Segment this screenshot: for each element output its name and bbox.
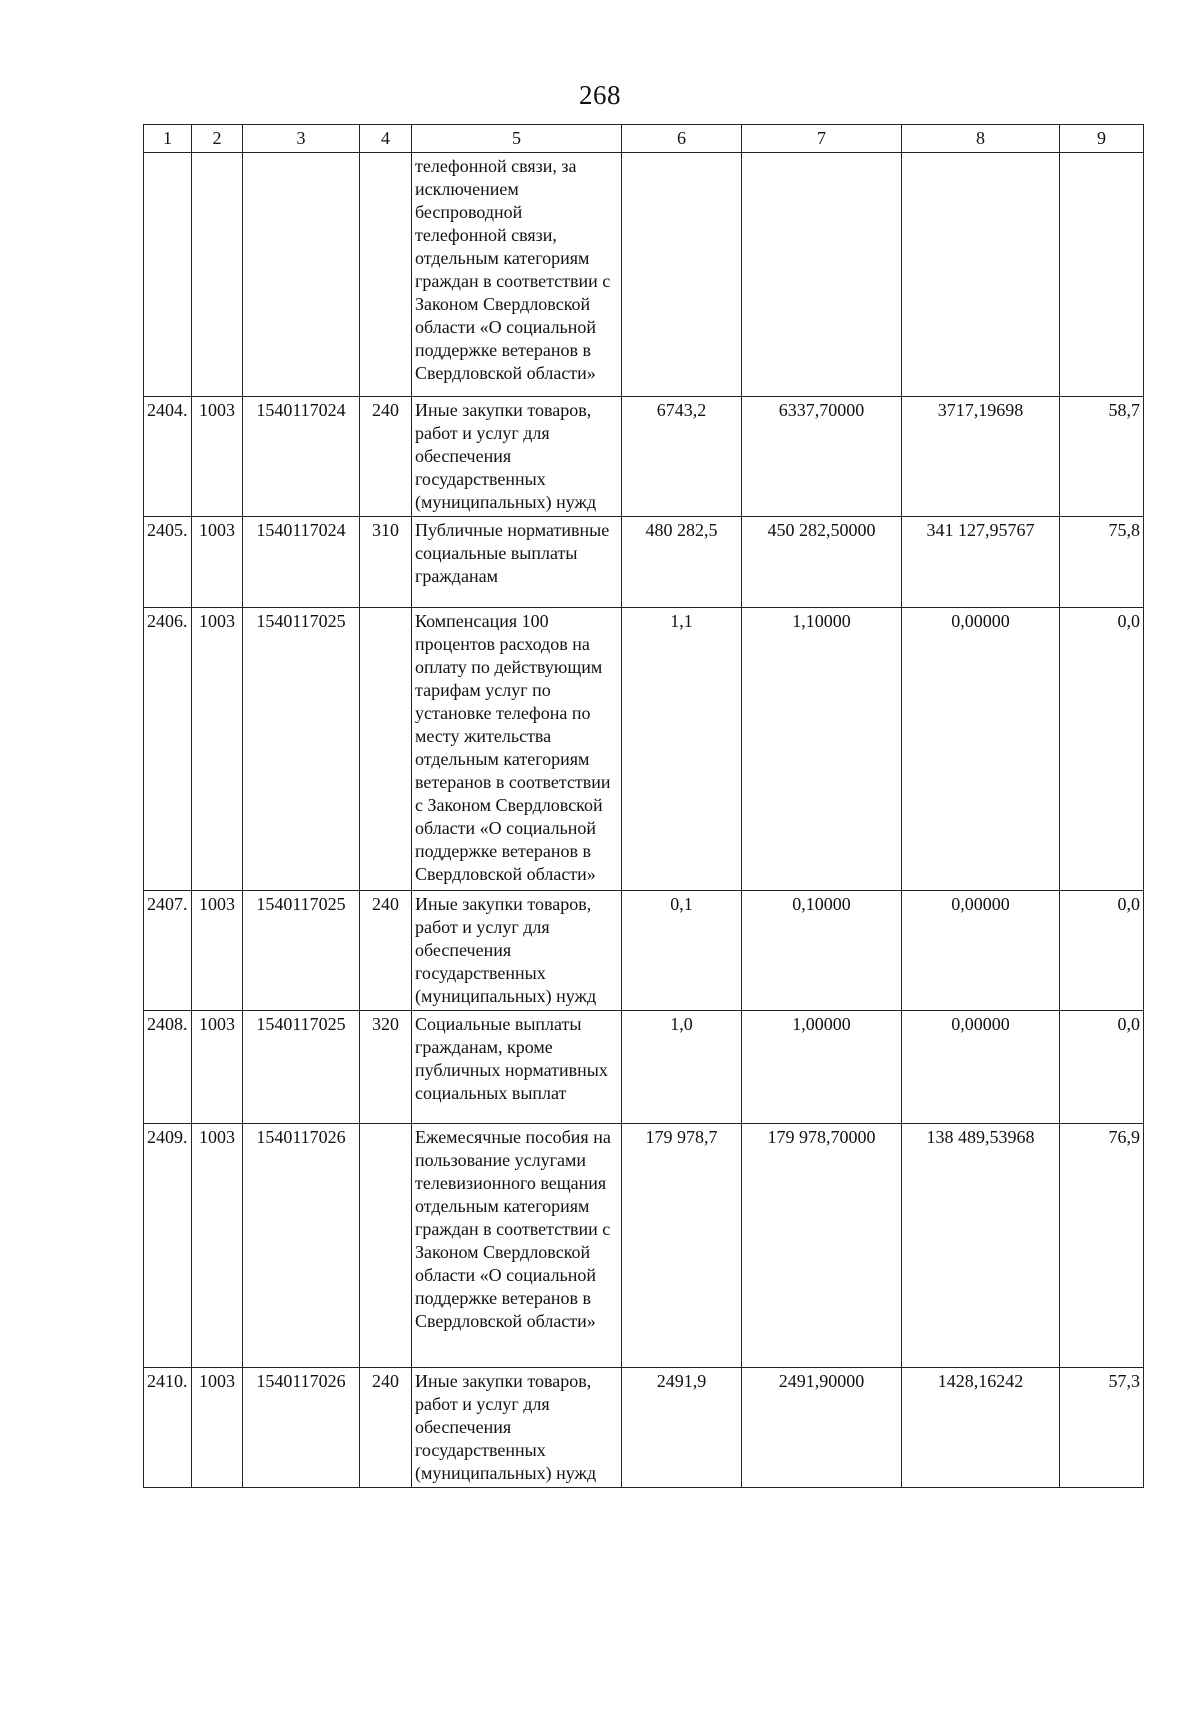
column-header: 5 <box>412 125 622 153</box>
column-header: 9 <box>1060 125 1144 153</box>
section-code: 1003 <box>192 517 243 608</box>
item-name: телефонной связи, за исключением беспроводной телефонной связи, отдельным категориям граждан в соответствии с Законом Свердловской области «О социальной поддержке ветеранов в Свердловской области» <box>412 153 622 397</box>
approved-amount: 2491,9 <box>622 1368 742 1488</box>
target-article-code: 1540117025 <box>243 1011 360 1124</box>
execution-percent <box>1060 153 1144 397</box>
target-article-code <box>243 153 360 397</box>
item-name: Социальные выплаты гражданам, кроме публичных нормативных социальных выплат <box>412 1011 622 1124</box>
execution-percent: 57,3 <box>1060 1368 1144 1488</box>
column-header: 4 <box>360 125 412 153</box>
execution-percent: 75,8 <box>1060 517 1144 608</box>
table-row <box>144 1011 1144 1124</box>
section-code: 1003 <box>192 397 243 517</box>
row-number: 2405. <box>144 517 192 608</box>
table-row <box>144 608 1144 891</box>
column-header: 7 <box>742 125 902 153</box>
executed-amount: 0,00000 <box>902 608 1060 891</box>
execution-percent: 0,0 <box>1060 608 1144 891</box>
approved-amount: 1,1 <box>622 608 742 891</box>
expense-type-code: 310 <box>360 517 412 608</box>
target-article-code: 1540117025 <box>243 891 360 1011</box>
executed-amount: 3717,19698 <box>902 397 1060 517</box>
budget-table <box>143 124 1144 1488</box>
column-header: 2 <box>192 125 243 153</box>
execution-percent: 76,9 <box>1060 1124 1144 1368</box>
expense-type-code <box>360 153 412 397</box>
item-name: Иные закупки товаров, работ и услуг для обеспечения государственных (муниципальных) нужд <box>412 397 622 517</box>
section-code: 1003 <box>192 608 243 891</box>
expense-type-code: 240 <box>360 891 412 1011</box>
section-code <box>192 153 243 397</box>
executed-amount: 341 127,95767 <box>902 517 1060 608</box>
table-row <box>144 517 1144 608</box>
column-header: 3 <box>243 125 360 153</box>
executed-amount <box>902 153 1060 397</box>
row-number: 2408. <box>144 1011 192 1124</box>
table-row <box>144 397 1144 517</box>
item-name: Иные закупки товаров, работ и услуг для обеспечения государственных (муниципальных) нужд <box>412 1368 622 1488</box>
row-number: 2407. <box>144 891 192 1011</box>
expense-type-code: 240 <box>360 1368 412 1488</box>
approved-amount: 179 978,7 <box>622 1124 742 1368</box>
approved-amount: 0,1 <box>622 891 742 1011</box>
refined-amount: 6337,70000 <box>742 397 902 517</box>
execution-percent: 0,0 <box>1060 891 1144 1011</box>
approved-amount: 6743,2 <box>622 397 742 517</box>
executed-amount: 138 489,53968 <box>902 1124 1060 1368</box>
table-row <box>144 153 1144 397</box>
approved-amount <box>622 153 742 397</box>
table-row <box>144 891 1144 1011</box>
expense-type-code: 320 <box>360 1011 412 1124</box>
item-name: Ежемесячные пособия на пользование услугами телевизионного вещания отдельным категориям граждан в соответствии с Законом Свердловской области «О социальной поддержке ветеранов в Свердловской области» <box>412 1124 622 1368</box>
table-row <box>144 1124 1144 1368</box>
section-code: 1003 <box>192 1124 243 1368</box>
header-row <box>144 125 1144 153</box>
execution-percent: 58,7 <box>1060 397 1144 517</box>
table-row <box>144 1368 1144 1488</box>
row-number <box>144 153 192 397</box>
row-number: 2409. <box>144 1124 192 1368</box>
refined-amount: 1,10000 <box>742 608 902 891</box>
refined-amount: 2491,90000 <box>742 1368 902 1488</box>
refined-amount: 450 282,50000 <box>742 517 902 608</box>
executed-amount: 0,00000 <box>902 891 1060 1011</box>
item-name: Иные закупки товаров, работ и услуг для обеспечения государственных (муниципальных) нужд <box>412 891 622 1011</box>
section-code: 1003 <box>192 891 243 1011</box>
page-number: 268 <box>579 80 621 110</box>
target-article-code: 1540117025 <box>243 608 360 891</box>
section-code: 1003 <box>192 1011 243 1124</box>
row-number: 2410. <box>144 1368 192 1488</box>
expense-type-code: 240 <box>360 397 412 517</box>
item-name: Компенсация 100 процентов расходов на оплату по действующим тарифам услуг по установке телефона по месту жительства отдельным категориям ветеранов в соответствии с Законом Свердловской области «О социальной поддержке ветеранов в Свердловской области» <box>412 608 622 891</box>
expense-type-code <box>360 1124 412 1368</box>
item-name: Публичные нормативные социальные выплаты гражданам <box>412 517 622 608</box>
column-header: 6 <box>622 125 742 153</box>
target-article-code: 1540117024 <box>243 517 360 608</box>
section-code: 1003 <box>192 1368 243 1488</box>
executed-amount: 0,00000 <box>902 1011 1060 1124</box>
execution-percent: 0,0 <box>1060 1011 1144 1124</box>
column-header: 1 <box>144 125 192 153</box>
approved-amount: 480 282,5 <box>622 517 742 608</box>
refined-amount: 0,10000 <box>742 891 902 1011</box>
expense-type-code <box>360 608 412 891</box>
row-number: 2404. <box>144 397 192 517</box>
refined-amount: 1,00000 <box>742 1011 902 1124</box>
row-number: 2406. <box>144 608 192 891</box>
refined-amount: 179 978,70000 <box>742 1124 902 1368</box>
target-article-code: 1540117026 <box>243 1124 360 1368</box>
refined-amount <box>742 153 902 397</box>
column-header: 8 <box>902 125 1060 153</box>
target-article-code: 1540117026 <box>243 1368 360 1488</box>
executed-amount: 1428,16242 <box>902 1368 1060 1488</box>
target-article-code: 1540117024 <box>243 397 360 517</box>
approved-amount: 1,0 <box>622 1011 742 1124</box>
